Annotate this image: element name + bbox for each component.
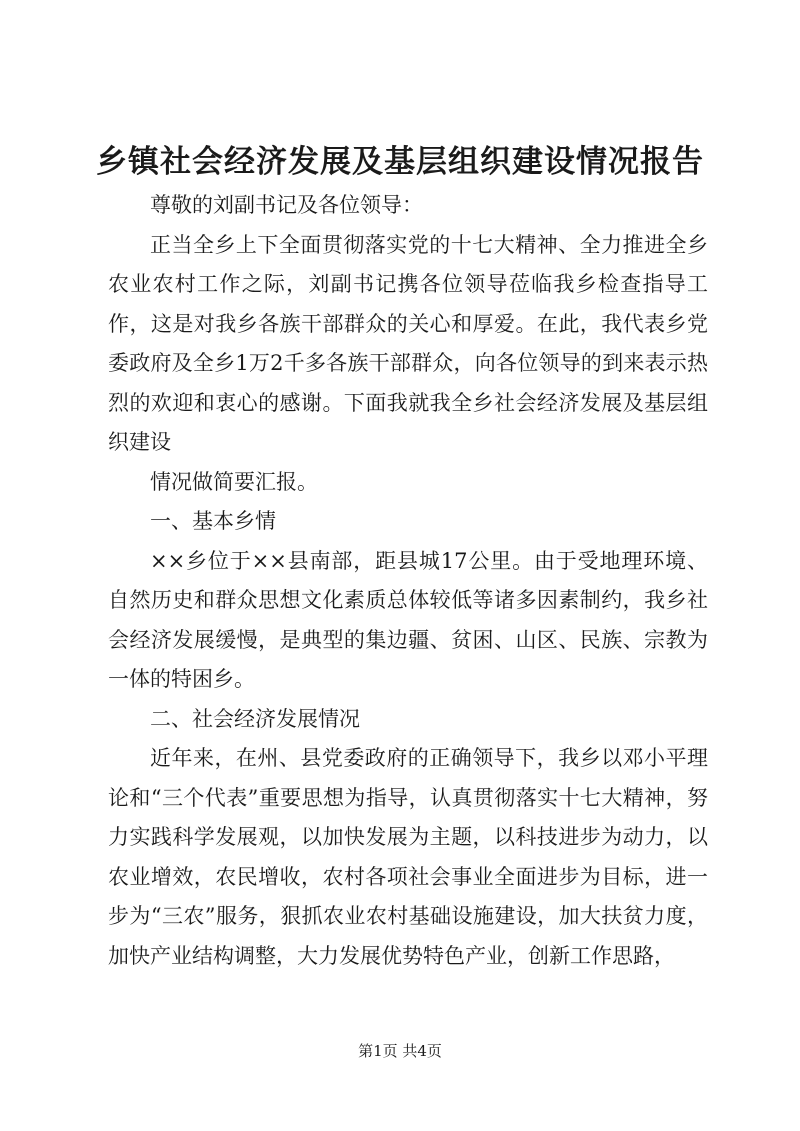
document-body (108, 186, 708, 976)
basic-info-paragraph: ××乡位于××县南部，距县城17公里。由于受地理环境、自然历史和群众思想文化素质总体较低等诸多因素制约，我乡社会经济发展缓慢，是典型的集边疆、贫困、山区、民族、宗教为一体的特困乡。 (108, 548, 708, 691)
intro-continuation-paragraph: 情况做简要汇报。 (150, 469, 318, 494)
salutation-paragraph: 尊敬的刘副书记及各位领导： (150, 193, 423, 217)
intro-paragraph: 正当全乡上下全面贯彻落实党的十七大精神、全力推进全乡农业农村工作之际，刘副书记携各位领导莅临我乡检查指导工作，这是对我乡各族干部群众的关心和厚爱。在此，我代表乡党委政府及全乡1万2千多各族干部群众，向各位领导的到来表示热烈的欢迎和衷心的感谢。下面我就我全乡社会经济发展及基层组织建设 (108, 232, 708, 454)
page-footer: 第1页 共4页 (358, 1042, 442, 1060)
development-paragraph: 近年来，在州、县党委政府的正确领导下，我乡以邓小平理论和“三个代表”重要思想为指导，认真贯彻落实十七大精神，努力实践科学发展观，以加快发展为主题，以科技进步为动力，以农业增效，农民增收，农村各项社会事业全面进步为目标，进一步为“三农”服务，狠抓农业农村基础设施建设，加大扶贫力度，加快产业结构调整，大力发展优势特色产业，创新工作思路， (108, 746, 708, 968)
section-heading-basic-info: 一、基本乡情 (150, 509, 276, 533)
section-heading-development: 二、社会经济发展情况 (150, 706, 360, 731)
document-title: 乡镇社会经济发展及基层组织建设情况报告 (96, 144, 704, 180)
